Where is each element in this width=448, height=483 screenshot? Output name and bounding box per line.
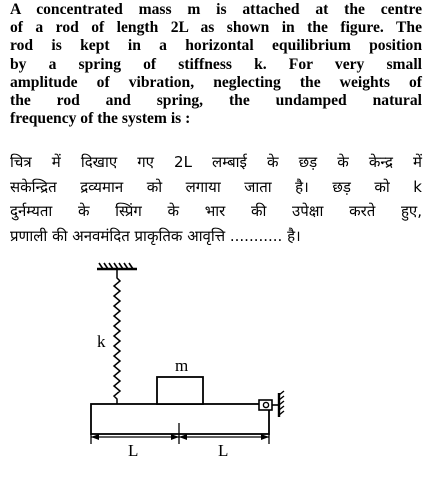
mass-block bbox=[157, 377, 203, 404]
mass-label: m bbox=[175, 356, 189, 375]
spring bbox=[114, 269, 120, 404]
question-line: rod is kept in a horizontal equilibrium position bbox=[10, 37, 422, 55]
question-line: amplitude of vibration, neglecting the weights of bbox=[10, 73, 422, 91]
ceiling-support bbox=[97, 263, 137, 269]
question-line: of a rod of length 2L as shown in the figure. The bbox=[10, 19, 422, 37]
question-line: by a spring of stiffness k. For very small bbox=[10, 55, 422, 73]
question-line: the rod and spring, the undamped natural bbox=[10, 92, 422, 110]
rod bbox=[91, 404, 269, 434]
question-line-hindi: सकेन्द्रित द्रव्यमान को लगाया जाता है। छड़ को k bbox=[10, 177, 422, 196]
spring-label: k bbox=[97, 332, 106, 351]
left-length-label: L bbox=[128, 441, 139, 460]
question-line-hindi: चित्र में दिखाए गए 2L लम्बाई के छड़ के केन्द्र में bbox=[10, 153, 422, 171]
question-line: frequency of the system is : bbox=[10, 110, 191, 128]
right-length-label: L bbox=[218, 441, 229, 460]
question-line-hindi: प्रणाली की अनवमंदित प्राकृतिक आवृत्ति ........... है। bbox=[10, 226, 301, 245]
question-line: A concentrated mass m is attached at the centre bbox=[10, 1, 422, 18]
question-line-hindi: दुर्नम्यता के स्प्रिंग के भार की उपेक्षा करते हुए, bbox=[10, 202, 422, 220]
